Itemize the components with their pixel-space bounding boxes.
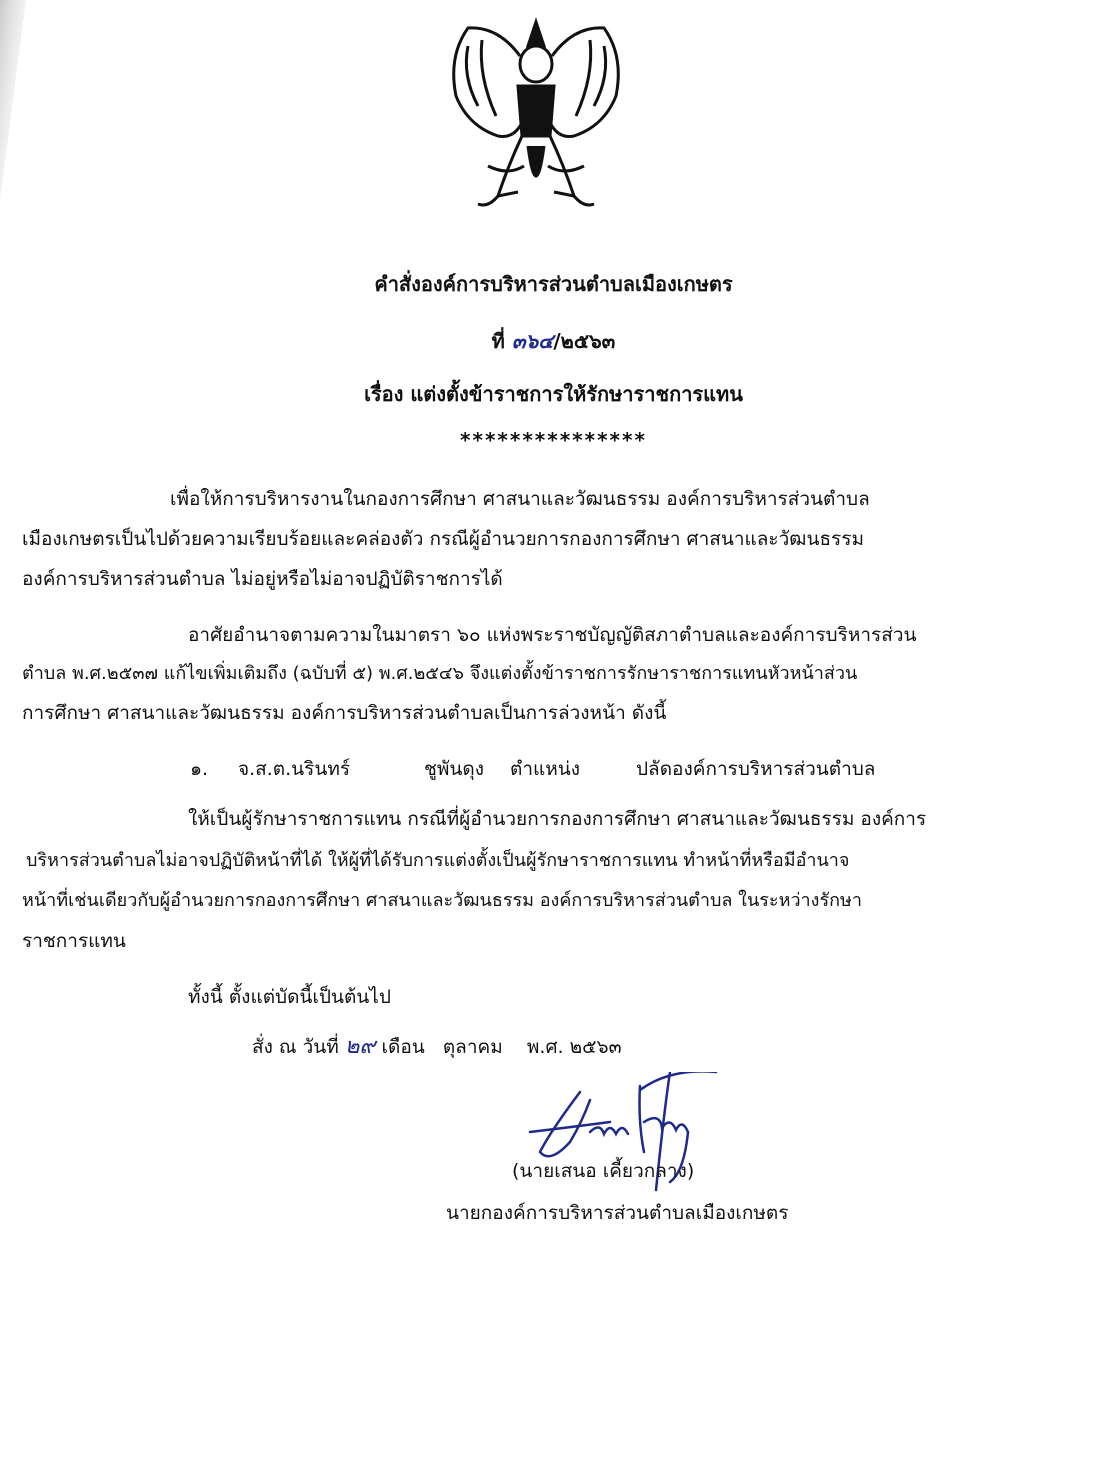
appointee-name: จ.ส.ต.นรินทร์ <box>238 758 351 780</box>
paragraph-3-line-2: บริหารส่วนตำบลไม่อาจปฏิบัติหน้าที่ได้ ให้ผู้ที่ได้รับการแต่งตั้งเป็นผู้รักษาราชการแทน ทำหน้าที่หรือมีอำนาจ <box>26 850 850 871</box>
paragraph-1-line-1: เพื่อให้การบริหารงานในกองการศึกษา ศาสนาและวัฒนธรรม องค์การบริหารส่วนตำบล <box>170 488 870 510</box>
paragraph-3-line-4: ราชการแทน <box>22 930 126 952</box>
paragraph-1-line-2: เมืองเกษตรเป็นไปด้วยความเรียบร้อยและคล่องตัว กรณีผู้อำนวยการกองการศึกษา ศาสนาและวัฒนธรรม <box>22 528 864 550</box>
signer-name: (นายเสนอ เคี้ยวกลาง) <box>512 1160 695 1182</box>
date-month: ตุลาคม <box>442 1036 503 1058</box>
paragraph-1-line-3: องค์การบริหารส่วนตำบล ไม่อยู่หรือไม่อาจปฏิบัติราชการได้ <box>22 568 503 590</box>
date-day-handwritten: ๒๙ <box>344 1034 376 1059</box>
garuda-emblem <box>438 16 634 214</box>
order-number <box>0 325 1107 357</box>
order-number-prefix: ที่ <box>491 329 505 353</box>
appointee-position: ปลัดองค์การบริหารส่วนตำบล <box>636 758 876 780</box>
effective-date-text: ทั้งนี้ ตั้งแต่บัดนี้เป็นต้นไป <box>188 986 391 1008</box>
order-subject: เรื่อง แต่งตั้งข้าราชการให้รักษาราชการแทน <box>364 382 743 406</box>
paragraph-2-line-1: อาศัยอำนาจตามความในมาตรา ๖๐ แห่งพระราชบัญญัติสภาตำบลและองค์การบริหารส่วน <box>188 624 917 646</box>
paragraph-2-line-3: การศึกษา ศาสนาและวัฒนธรรม องค์การบริหารส่วนตำบลเป็นการล่วงหน้า ดังนี้ <box>22 702 667 724</box>
paragraph-3-line-1: ให้เป็นผู้รักษาราชการแทน กรณีที่ผู้อำนวยการกองการศึกษา ศาสนาและวัฒนธรรม องค์การ <box>188 808 927 830</box>
order-number-year: /๒๕๖๓ <box>553 329 616 353</box>
appointee-surname: ชูพันดุง <box>424 758 485 780</box>
appointee-index: ๑. <box>190 758 209 780</box>
paper-crease-shadow <box>0 0 40 300</box>
order-date <box>252 1034 622 1060</box>
appointee-position-label: ตำแหน่ง <box>510 758 581 780</box>
signer-title: นายกองค์การบริหารส่วนตำบลเมืองเกษตร <box>446 1202 789 1224</box>
divider-stars: *************** <box>460 428 647 452</box>
order-title: คำสั่งองค์การบริหารส่วนตำบลเมืองเกษตร <box>374 272 733 296</box>
date-year-label: พ.ศ. <box>526 1036 564 1058</box>
paragraph-3-line-3: หน้าที่เช่นเดียวกับผู้อำนวยการกองการศึกษา ศาสนาและวัฒนธรรม องค์การบริหารส่วนตำบล ในระหว่างรักษา <box>22 890 862 911</box>
paragraph-2-line-2: ตำบล พ.ศ.๒๕๓๗ แก้ไขเพิ่มเติมถึง (ฉบับที่ ๕) พ.ศ.๒๕๔๖ จึงแต่งตั้งข้าราชการรักษาราชการแทนหัวหน้าส่วน <box>22 663 858 684</box>
date-prefix: สั่ง ณ วันที่ <box>252 1036 339 1058</box>
date-year: ๒๕๖๓ <box>569 1036 622 1058</box>
order-number-handwritten: ๓๖๔ <box>511 329 554 353</box>
date-month-label: เดือน <box>381 1036 425 1058</box>
